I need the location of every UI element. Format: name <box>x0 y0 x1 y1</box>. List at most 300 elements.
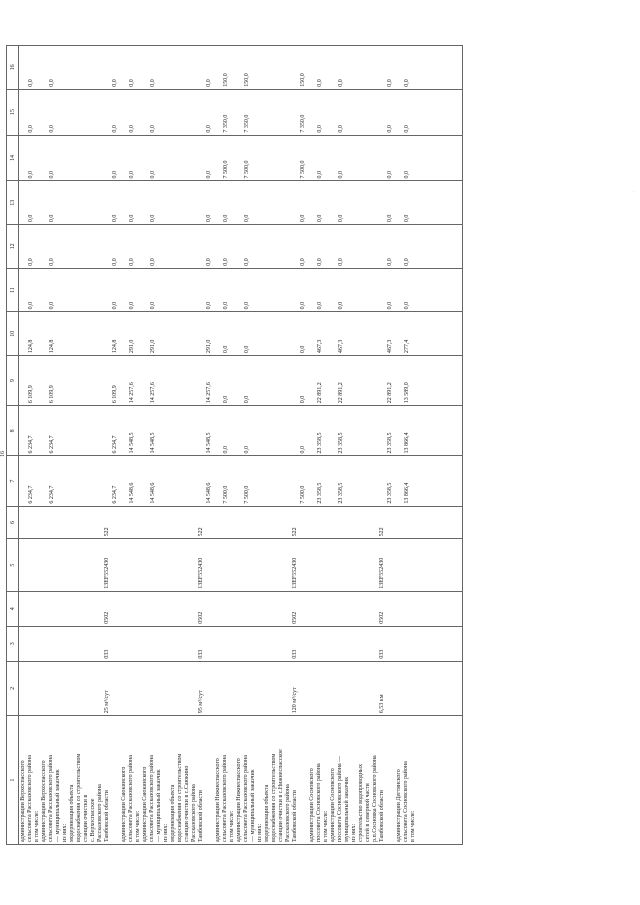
v9-value: 6 109,9 <box>28 385 34 404</box>
v7-value: 7 500,0 <box>223 485 229 504</box>
v13-value: 0,0 <box>338 214 344 223</box>
recipient-name-line: из них: <box>257 823 263 842</box>
v11-value: 0,0 <box>206 301 212 310</box>
v7-value: 6 234,7 <box>112 485 118 504</box>
v12-value: 0,0 <box>404 258 410 266</box>
column-header-11: 11 <box>7 268 19 312</box>
recipient-name-line: водоснабжения со строительством <box>177 753 183 842</box>
column-header-7: 7 <box>7 456 19 506</box>
capacity-cell <box>308 661 395 716</box>
recipient-name-line: администрации Саюкинского <box>121 766 127 842</box>
v7-cell <box>120 456 214 506</box>
v16-value: 150,0 <box>244 73 250 87</box>
v7-value: 6 234,7 <box>49 485 55 504</box>
capacity-value: 95 м³/сут <box>198 690 204 714</box>
v7-value: 14 548,6 <box>129 482 135 504</box>
column-header-10: 10 <box>7 312 19 356</box>
v14-value: 7 500,0 <box>223 160 229 179</box>
v11-cell <box>214 268 308 312</box>
v11-cell <box>395 268 463 312</box>
recipient-name-line: — муниципальный заказчик <box>55 769 61 842</box>
v9-cell <box>19 356 121 406</box>
v7-value: 14 548,6 <box>206 482 212 504</box>
v13-cell <box>214 181 308 225</box>
v9-value: 14 257,6 <box>129 382 135 404</box>
v16-value: 0,0 <box>49 79 55 87</box>
v10-value: 291,0 <box>206 339 212 354</box>
v10-value: 291,0 <box>129 339 135 354</box>
capacity-value: 120 м³/сут <box>292 687 298 714</box>
v10-cell <box>395 312 463 356</box>
v15-value: 0,0 <box>28 125 34 133</box>
recipient-name-line: муниципальный заказчик <box>344 776 350 842</box>
v10-cell <box>120 312 214 356</box>
v11-value: 0,0 <box>112 301 118 310</box>
target-cell <box>214 539 308 591</box>
recipient-name-line: станции очистки в с.Нижнеспасское <box>278 749 284 842</box>
v10-value: 0,0 <box>223 345 229 354</box>
v8-value: 23 358,5 <box>387 432 393 454</box>
recipient-name-line: станции очистки в <box>83 794 89 842</box>
ministry-value: 033 <box>292 649 298 659</box>
v11-value: 0,0 <box>338 301 344 310</box>
capacity-cell <box>395 661 463 716</box>
section-value: 0502 <box>292 611 298 624</box>
recipient-name-line: сельсовета Рассказовского района <box>243 755 249 842</box>
v16-cell <box>19 46 121 90</box>
v10-value: 467,3 <box>387 339 393 354</box>
recipient-name-line: сельсовета Рассказовского района <box>149 755 155 842</box>
recipient-name-line: администрации Нижнеспасского <box>236 758 242 842</box>
v14-value: 0,0 <box>404 170 410 179</box>
v14-value: 0,0 <box>150 170 156 179</box>
v11-value: 0,0 <box>150 301 156 310</box>
recipient-name-line: в том числе: <box>410 810 416 842</box>
section-cell <box>120 591 214 626</box>
v14-cell <box>120 135 214 181</box>
v7-value: 23 358,5 <box>387 482 393 504</box>
v14-cell <box>308 135 395 181</box>
recipient-name-line: Тамбовской области <box>104 790 110 842</box>
recipient-name-line: в том числе: <box>34 810 40 842</box>
capacity-cell <box>19 661 121 716</box>
v13-value: 0,0 <box>206 214 212 223</box>
v15-value: 0,0 <box>206 125 212 133</box>
recipient-name-line: Рассказовского района <box>285 784 291 842</box>
v7-value: 7 500,0 <box>244 485 250 504</box>
v16-value: 150,0 <box>223 73 229 87</box>
section-value: 0502 <box>379 611 385 624</box>
type-value: 522 <box>104 527 110 537</box>
v9-cell <box>120 356 214 406</box>
v15-value: 7 350,0 <box>244 114 250 133</box>
type-cell <box>214 506 308 539</box>
v10-value: 0,0 <box>300 345 306 354</box>
v13-value: 0,0 <box>49 214 55 223</box>
column-header-9: 9 <box>7 356 19 406</box>
v13-cell <box>19 181 121 225</box>
v7-value: 7 500,0 <box>300 485 306 504</box>
recipient-name-line: администрации Нижнеспасского <box>215 758 221 842</box>
recipient-name-line: сельсовета Рассказовского района <box>128 755 134 842</box>
type-cell <box>120 506 214 539</box>
v16-value: 150,0 <box>300 73 306 87</box>
v7-cell <box>19 456 121 506</box>
recipient-name-line: администрации Верхоспасского <box>41 760 47 842</box>
v12-value: 0,0 <box>244 258 250 266</box>
ministry-value: 033 <box>379 649 385 659</box>
recipient-name-line: сельсовета Сосновского района <box>403 761 409 842</box>
v16-value: 0,0 <box>28 79 34 87</box>
v12-cell <box>308 225 395 269</box>
target-cell <box>19 539 121 591</box>
ministry-cell <box>308 626 395 661</box>
section-cell <box>395 591 463 626</box>
v10-cell <box>308 312 395 356</box>
v9-value: 22 891,2 <box>387 382 393 404</box>
v15-value: 0,0 <box>317 125 323 133</box>
v13-value: 0,0 <box>112 214 118 223</box>
budget-table <box>6 45 463 845</box>
v15-value: 7 350,0 <box>223 114 229 133</box>
v13-value: 0,0 <box>317 214 323 223</box>
v12-value: 0,0 <box>223 258 229 266</box>
recipient-name-line: с. Верхоспасское <box>90 798 96 842</box>
recipient-name-line: поссовета Сосновского района <box>316 763 322 842</box>
recipient-name-line: в том числе: <box>229 810 235 842</box>
column-header-3: 3 <box>7 626 19 661</box>
v8-value: 0,0 <box>300 445 306 454</box>
v10-value: 467,3 <box>317 339 323 354</box>
v15-value: 0,0 <box>150 125 156 133</box>
v9-value: 0,0 <box>244 395 250 404</box>
v10-value: 291,0 <box>150 339 156 354</box>
v13-value: 0,0 <box>129 214 135 223</box>
v10-value: 124,8 <box>49 339 55 354</box>
v8-value: 0,0 <box>244 445 250 454</box>
target-cell <box>308 539 395 591</box>
v7-value: 23 358,5 <box>338 482 344 504</box>
v10-cell <box>19 312 121 356</box>
v11-value: 0,0 <box>404 301 410 310</box>
recipient-name-line: р.п.Сосновка Сосновского района <box>372 755 378 842</box>
v12-cell <box>19 225 121 269</box>
recipient-name-line: администрации Саюкинского <box>142 766 148 842</box>
v7-value: 6 234,7 <box>28 485 34 504</box>
ministry-value: 033 <box>198 649 204 659</box>
v9-value: 6 109,9 <box>49 385 55 404</box>
recipient-name-line: модернизация объекта <box>264 784 270 842</box>
column-header-4: 4 <box>7 591 19 626</box>
recipient-name-line: сельсовета Рассказовского района <box>48 755 54 842</box>
table-row <box>120 46 214 845</box>
v12-value: 0,0 <box>338 258 344 266</box>
type-value: 522 <box>379 527 385 537</box>
column-number-row <box>7 46 19 845</box>
v14-value: 0,0 <box>387 170 393 179</box>
recipient-name-line: — муниципальный заказчик <box>156 769 162 842</box>
column-header-2: 2 <box>7 661 19 716</box>
v9-cell <box>214 356 308 406</box>
v12-value: 0,0 <box>150 258 156 266</box>
v16-cell <box>214 46 308 90</box>
v9-value: 0,0 <box>300 395 306 404</box>
v14-value: 0,0 <box>317 170 323 179</box>
section-cell <box>214 591 308 626</box>
recipient-name-line: из них: <box>163 823 169 842</box>
capacity-value: 6,53 км <box>379 694 385 714</box>
recipient-name-line: строительство водопроводных <box>358 764 364 842</box>
v9-value: 14 257,6 <box>206 382 212 404</box>
v7-value: 13 866,4 <box>404 482 410 504</box>
v11-value: 0,0 <box>49 301 55 310</box>
v8-cell <box>308 406 395 456</box>
v8-value: 13 866,4 <box>404 432 410 454</box>
v16-cell <box>308 46 395 90</box>
v15-cell <box>19 89 121 135</box>
v11-cell <box>120 268 214 312</box>
v11-value: 0,0 <box>129 301 135 310</box>
v8-value: 23 358,5 <box>338 432 344 454</box>
column-header-12: 12 <box>7 225 19 269</box>
table-row <box>214 46 308 845</box>
v10-value: 0,0 <box>244 345 250 354</box>
v8-value: 6 234,7 <box>28 435 34 454</box>
v12-value: 0,0 <box>28 258 34 266</box>
recipient-name-line: водоснабжения со строительством <box>271 753 277 842</box>
v15-value: 0,0 <box>338 125 344 133</box>
ministry-value: 033 <box>104 649 110 659</box>
recipient-name-line: Тамбовской области <box>198 790 204 842</box>
v13-value: 0,0 <box>244 214 250 223</box>
v15-value: 7 350,0 <box>300 114 306 133</box>
v10-cell <box>214 312 308 356</box>
type-cell <box>308 506 395 539</box>
capacity-value: 25 м³/сут <box>104 690 110 714</box>
recipient-name-line: поссовета Сосновского района — <box>337 755 343 842</box>
table-row <box>19 46 121 845</box>
recipient-name-cell <box>395 716 463 845</box>
recipient-name-line: — муниципальный заказчик <box>250 769 256 842</box>
type-value: 522 <box>198 527 204 537</box>
v11-value: 0,0 <box>28 301 34 310</box>
ministry-cell <box>214 626 308 661</box>
v9-value: 14 257,6 <box>150 382 156 404</box>
v13-value: 0,0 <box>387 214 393 223</box>
recipient-name-line: из них: <box>351 823 357 842</box>
recipient-name-cell <box>19 716 121 845</box>
v8-value: 14 548,5 <box>150 432 156 454</box>
v8-value: 0,0 <box>223 445 229 454</box>
v12-cell <box>214 225 308 269</box>
v7-cell <box>395 456 463 506</box>
target-cell <box>395 539 463 591</box>
v15-value: 0,0 <box>129 125 135 133</box>
v7-cell <box>308 456 395 506</box>
recipient-name-line: модернизация объекта <box>170 784 176 842</box>
v13-cell <box>120 181 214 225</box>
table-body <box>19 46 463 845</box>
v12-value: 0,0 <box>112 258 118 266</box>
recipient-name-cell <box>214 716 308 845</box>
recipient-name-line: из них: <box>62 823 68 842</box>
v16-value: 0,0 <box>387 79 393 87</box>
recipient-name-line: сельсовета Рассказовского района <box>222 755 228 842</box>
v16-value: 0,0 <box>112 79 118 87</box>
v9-value: 6 109,9 <box>112 385 118 404</box>
v14-value: 7 500,0 <box>244 160 250 179</box>
v14-cell <box>395 135 463 181</box>
v16-cell <box>395 46 463 90</box>
v13-value: 0,0 <box>300 214 306 223</box>
column-header-6: 6 <box>7 506 19 539</box>
recipient-name-line: сетей в северной части <box>365 783 371 842</box>
v8-cell <box>120 406 214 456</box>
v14-value: 7 500,0 <box>300 160 306 179</box>
recipient-name-line: в том числе: <box>135 810 141 842</box>
v14-value: 0,0 <box>112 170 118 179</box>
ministry-cell <box>395 626 463 661</box>
v16-value: 0,0 <box>150 79 156 87</box>
v12-cell <box>120 225 214 269</box>
column-header-15: 15 <box>7 89 19 135</box>
section-value: 0502 <box>104 611 110 624</box>
v11-value: 0,0 <box>317 301 323 310</box>
v9-value: 13 589,0 <box>404 382 410 404</box>
v14-cell <box>214 135 308 181</box>
v15-value: 0,0 <box>49 125 55 133</box>
v16-value: 0,0 <box>129 79 135 87</box>
v11-value: 0,0 <box>387 301 393 310</box>
v14-value: 0,0 <box>206 170 212 179</box>
v15-value: 0,0 <box>112 125 118 133</box>
target-value: 13ЕF552430 <box>292 557 298 589</box>
recipient-name-line: водоснабжения со строительством <box>76 753 82 842</box>
recipient-name-line: Рассказовского района <box>191 784 197 842</box>
v8-cell <box>395 406 463 456</box>
v10-value: 467,3 <box>338 339 344 354</box>
v14-cell <box>19 135 121 181</box>
v7-cell <box>214 456 308 506</box>
section-value: 0502 <box>198 611 204 624</box>
v14-value: 0,0 <box>28 170 34 179</box>
column-header-16: 16 <box>7 46 19 90</box>
target-cell <box>120 539 214 591</box>
v9-cell <box>395 356 463 406</box>
v11-value: 0,0 <box>223 301 229 310</box>
v14-value: 0,0 <box>129 170 135 179</box>
recipient-name-cell <box>308 716 395 845</box>
v11-value: 0,0 <box>300 301 306 310</box>
table-row <box>395 46 463 845</box>
recipient-name-line: сельсовета Рассказовского района <box>27 755 33 842</box>
v12-value: 0,0 <box>317 258 323 266</box>
v16-value: 0,0 <box>206 79 212 87</box>
v12-value: 0,0 <box>206 258 212 266</box>
recipient-name-line: администрации Верхоспасского <box>20 760 26 842</box>
v8-value: 6 234,7 <box>49 435 55 454</box>
edge-mark: · <box>632 190 637 192</box>
v8-cell <box>214 406 308 456</box>
v15-cell <box>214 89 308 135</box>
target-value: 13ЕF552430 <box>379 557 385 589</box>
target-value: 13ЕF552430 <box>198 557 204 589</box>
page-number: 16 <box>0 451 6 457</box>
v8-value: 23 358,5 <box>317 432 323 454</box>
v13-value: 0,0 <box>150 214 156 223</box>
v13-value: 0,0 <box>223 214 229 223</box>
column-header-14: 14 <box>7 135 19 181</box>
table-row <box>308 46 395 845</box>
v12-value: 0,0 <box>300 258 306 266</box>
column-header-1: 1 <box>7 716 19 845</box>
v12-value: 0,0 <box>129 258 135 266</box>
column-header-13: 13 <box>7 181 19 225</box>
v16-value: 0,0 <box>317 79 323 87</box>
v9-value: 22 891,2 <box>338 382 344 404</box>
capacity-cell <box>120 661 214 716</box>
v12-value: 0,0 <box>49 258 55 266</box>
v16-value: 0,0 <box>338 79 344 87</box>
v12-cell <box>395 225 463 269</box>
v9-value: 0,0 <box>223 395 229 404</box>
section-cell <box>308 591 395 626</box>
ministry-cell <box>19 626 121 661</box>
v13-cell <box>308 181 395 225</box>
v14-value: 0,0 <box>338 170 344 179</box>
v7-value: 14 548,6 <box>150 482 156 504</box>
recipient-name-cell <box>120 716 214 845</box>
v11-cell <box>308 268 395 312</box>
column-header-8: 8 <box>7 406 19 456</box>
v16-cell <box>120 46 214 90</box>
capacity-cell <box>214 661 308 716</box>
v10-value: 277,4 <box>404 339 410 354</box>
v15-cell <box>308 89 395 135</box>
v13-cell <box>395 181 463 225</box>
v11-cell <box>19 268 121 312</box>
v13-value: 0,0 <box>28 214 34 223</box>
v8-value: 6 234,7 <box>112 435 118 454</box>
v8-value: 14 548,5 <box>206 432 212 454</box>
v15-cell <box>120 89 214 135</box>
v10-value: 124,8 <box>28 339 34 354</box>
recipient-name-line: Тамбовской области <box>379 790 385 842</box>
v9-cell <box>308 356 395 406</box>
recipient-name-line: в том числе: <box>323 810 329 842</box>
v16-value: 0,0 <box>404 79 410 87</box>
v10-value: 124,8 <box>112 339 118 354</box>
type-cell <box>395 506 463 539</box>
v9-value: 22 891,2 <box>317 382 323 404</box>
v8-cell <box>19 406 121 456</box>
type-cell <box>19 506 121 539</box>
v15-value: 0,0 <box>387 125 393 133</box>
ministry-cell <box>120 626 214 661</box>
column-header-5: 5 <box>7 539 19 591</box>
target-value: 13ЕF552430 <box>104 557 110 589</box>
recipient-name-line: станции очистки в с.Саюкино <box>184 765 190 842</box>
v15-value: 0,0 <box>404 125 410 133</box>
v7-value: 23 358,5 <box>317 482 323 504</box>
v8-value: 14 548,5 <box>129 432 135 454</box>
section-cell <box>19 591 121 626</box>
v15-cell <box>395 89 463 135</box>
v12-value: 0,0 <box>387 258 393 266</box>
recipient-name-line: администрации Сосновского <box>330 768 336 842</box>
v14-value: 0,0 <box>49 170 55 179</box>
recipient-name-line: администрации Сосновского <box>309 768 315 842</box>
